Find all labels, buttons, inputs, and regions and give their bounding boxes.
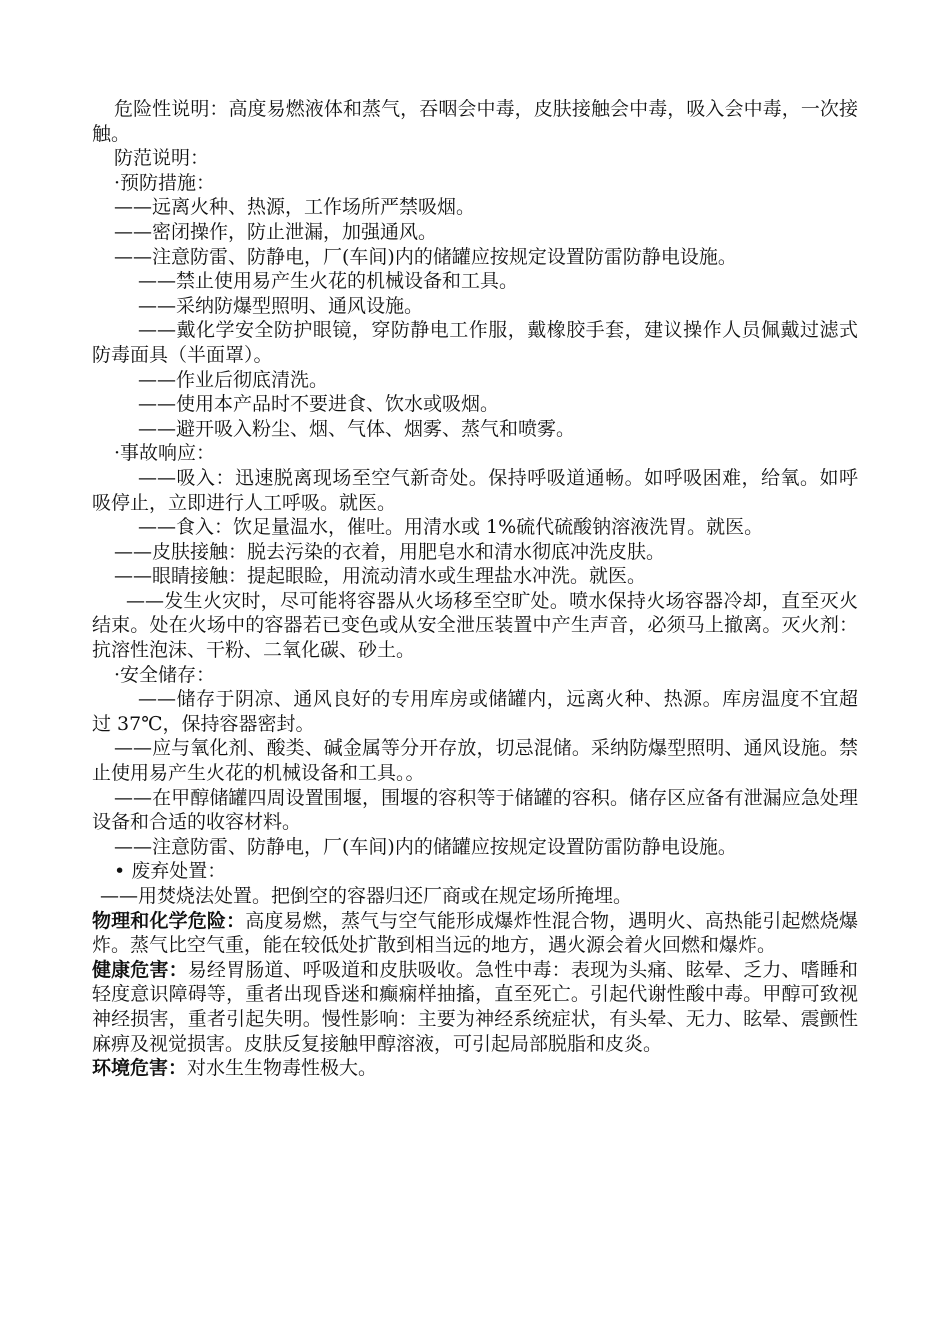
response-heading: ·事故响应： [114, 442, 216, 465]
prevention-item: ——密闭操作，防止泄漏，加强通风。 [114, 220, 438, 243]
document-page [92, 97, 858, 1081]
prevention-heading: ·预防措施： [114, 171, 216, 194]
physchem-hazard-paragraph [92, 909, 858, 958]
storage-item: ——应与氧化剂、酸类、碱金属等分开存放，切忌混储。采纳防爆型照明、通风设施。禁止使用易产生火花的机械设备和工具。。 [92, 737, 858, 785]
hazard-statement: 危险性说明：高度易燃液体和蒸气，吞咽会中毒，皮肤接触会中毒，吸入会中毒，一次接触。 [92, 98, 858, 145]
prevention-item: ——戴化学安全防护眼镜，穿防静电工作服，戴橡胶手套，建议操作人员佩戴过滤式防毒面具（半面罩）。 [92, 319, 858, 366]
prevention-item: ——采纳防爆型照明、通风设施。 [138, 294, 424, 317]
precaution-heading: 防范说明： [114, 147, 210, 170]
prevention-item: ——远离火种、热源，工作场所严禁吸烟。 [114, 196, 476, 219]
response-item: ——食入：饮足量温水，催吐。用清水或 1%硫代硫酸钠溶液洗胃。就医。 [138, 516, 764, 539]
disposal-item: ——用焚烧法处置。把倒空的容器归还厂商或在规定场所掩埋。 [100, 885, 633, 907]
storage-item: ——注意防雷、防静电，厂(车间)内的储罐应按规定设置防雷防静电设施。 [114, 835, 737, 858]
storage-heading: ·安全储存： [114, 663, 216, 686]
response-item: ——皮肤接触：脱去污染的衣着，用肥皂水和清水彻底冲洗皮肤。 [114, 540, 666, 563]
environment-hazard-text: 对水生生物毒性极大。 [187, 1057, 378, 1080]
environment-hazard-paragraph [92, 1056, 858, 1081]
prevention-item: ——禁止使用易产生火花的机械设备和工具。 [138, 270, 519, 293]
prevention-item: ——注意防雷、防静电，厂(车间)内的储罐应按规定设置防雷防静电设施。 [114, 245, 737, 268]
disposal-heading: • 废弃处置： [114, 860, 227, 883]
health-hazard-text: 易经胃肠道、呼吸道和皮肤吸收。急性中毒：表现为头痛、眩晕、乏力、嗜睡和轻度意识障碍等，重者出现昏迷和癫痫样抽搐，直至死亡。引起代谢性酸中毒。甲醇可致视神经损害，重者引起失明。慢性影响：主要为神经系统症状，有头晕、无力、眩晕、震颤性麻痹及视觉损害。皮肤反复接触甲醇溶液，可引起局部脱脂和皮炎。 [92, 958, 858, 1055]
response-item: ——吸入：迅速脱离现场至空气新奇处。保持呼吸道通畅。如呼吸困难，给氧。如呼吸停止，立即进行人工呼吸。就医。 [92, 466, 858, 514]
storage-item: ——在甲醇储罐四周设置围堰，围堰的容积等于储罐的容积。储存区应备有泄漏应急处理设备和合适的收容材料。 [92, 786, 858, 834]
environment-hazard-label: 环境危害： [92, 1057, 188, 1080]
prevention-item: ——避开吸入粉尘、烟、气体、烟雾、蒸气和喷雾。 [138, 417, 576, 440]
storage-item: ——储存于阴凉、通风良好的专用库房或储罐内，远离火种、热源。库房温度不宜超过 37℃，保持容器密封。 [92, 688, 858, 735]
health-hazard-paragraph [92, 958, 858, 1056]
response-item: ——眼睛接触：提起眼睑，用流动清水或生理盐水冲洗。就医。 [114, 565, 647, 588]
physchem-hazard-label: 物理和化学危险： [92, 909, 246, 932]
prevention-item: ——作业后彻底清洗。 [138, 368, 329, 391]
physchem-hazard-text: 高度易燃，蒸气与空气能形成爆炸性混合物，遇明火、高热能引起燃烧爆炸。蒸气比空气重，能在较低处扩散到相当远的地方，遇火源会着火回燃和爆炸。 [92, 909, 858, 957]
health-hazard-label: 健康危害： [92, 958, 188, 981]
response-item: ——发生火灾时，尽可能将容器从火场移至空旷处。喷水保持火场容器冷却，直至灭火结束。处在火场中的容器若已变色或从安全泄压装置中产生声音，必须马上撤离。灭火剂：抗溶性泡沫、干粉、二氧化碳、砂土。 [92, 589, 858, 662]
prevention-item: ——使用本产品时不要进食、饮水或吸烟。 [138, 393, 500, 416]
